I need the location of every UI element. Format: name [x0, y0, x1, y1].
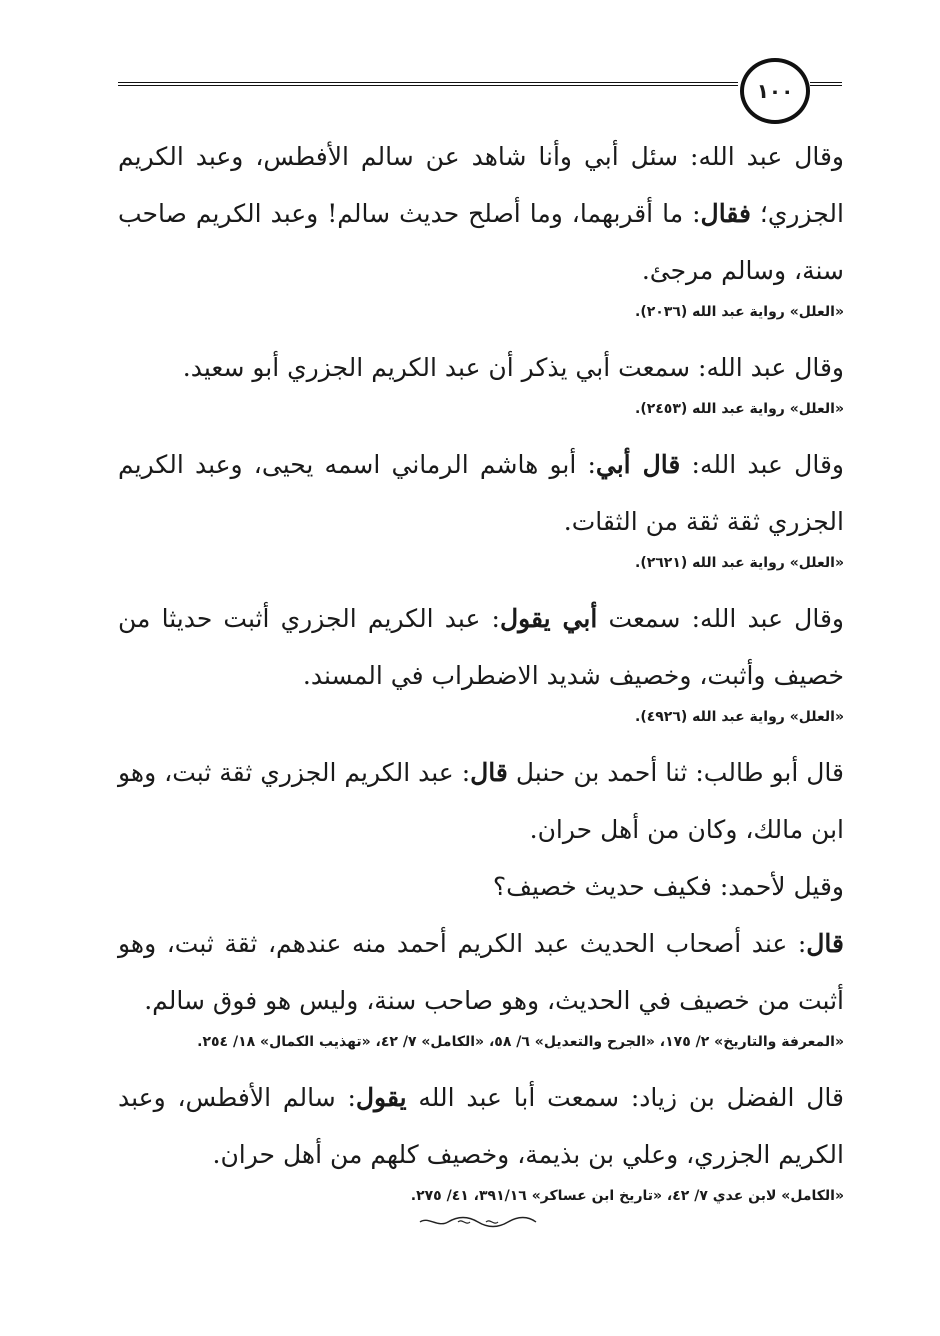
paragraph-text: : عبد الكريم الجزري أثبت حديثا من خصيف وأثبت، وخصيف شديد الاضطراب في المسند. — [118, 604, 844, 690]
paragraph-1 — [118, 128, 844, 299]
page-number: ١٠٠ — [756, 79, 794, 103]
paragraph-bold: فقال — [700, 199, 751, 228]
paragraph-2 — [118, 339, 844, 396]
paragraph-4 — [118, 590, 844, 704]
paragraph-7 — [118, 915, 844, 1029]
page-body — [118, 128, 844, 1223]
paragraph-text: وقيل لأحمد: فكيف حديث خصيف؟ — [492, 872, 844, 901]
end-ornament — [418, 1216, 538, 1231]
header-rule-left — [118, 82, 738, 86]
footnote-4: «العلل» رواية عبد الله (٤٩٢٦). — [635, 709, 844, 725]
paragraph-text: وقال عبد الله: سمعت أبي يذكر أن عبد الكريم الجزري أبو سعيد. — [182, 353, 844, 382]
ornament-flourish-icon — [418, 1216, 538, 1228]
paragraph-text: وقال عبد الله: سمعت — [597, 604, 844, 633]
footnote-2: «العلل» رواية عبد الله (٢٤٥٣). — [635, 401, 844, 417]
page-header — [118, 52, 842, 122]
paragraph-8 — [118, 1069, 844, 1183]
footnote-3: «العلل» رواية عبد الله (٢٦٢١). — [635, 555, 844, 571]
paragraph-text: : عبد الكريم الجزري ثقة ثبت، وهو ابن مالك، وكان من أهل حران. — [118, 758, 844, 844]
footnote-5: «المعرفة والتاريخ» ٢/ ١٧٥، «الجرح والتعديل» ٦/ ٥٨، «الكامل» ٧/ ٤٢، «تهذيب الكمال» ١٨/ ٢٥٤. — [197, 1034, 844, 1050]
paragraph-text: : عند أصحاب الحديث عبد الكريم أحمد منه عندهم، ثقة ثبت، وهو أثبت من خصيف في الحديث، وهو صاحب سنة، وليس هو فوق سالم. — [118, 929, 844, 1015]
paragraph-text: وقال عبد الله: — [680, 450, 844, 479]
footnote-6: «الكامل» لابن عدي ٧/ ٤٢، «تاريخ ابن عساكر» ٣٩١/١٦، ٤١/ ٢٧٥. — [410, 1188, 844, 1204]
paragraph-3 — [118, 436, 844, 550]
paragraph-5 — [118, 744, 844, 858]
paragraph-text: : ما أقربهما، وما أصلح حديث سالم! وعبد الكريم صاحب سنة، وسالم مرجئ. — [118, 199, 844, 285]
paragraph-text: وقال عبد الله: سئل أبي وأنا شاهد عن سالم الأفطس، وعبد الكريم الجزري؛ — [118, 142, 844, 228]
paragraph-bold: يقول — [355, 1083, 407, 1112]
paragraph-bold: قال — [806, 929, 844, 958]
paragraph-bold: أبي يقول — [499, 604, 598, 633]
paragraph-text: : سالم الأفطس، وعبد الكريم الجزري، وعلي بن بذيمة، وخصيف كلهم من أهل حران. — [118, 1083, 844, 1169]
footnote-1: «العلل» رواية عبد الله (٢٠٣٦). — [635, 304, 844, 320]
paragraph-text: : أبو هاشم الرماني اسمه يحيى، وعبد الكريم الجزري ثقة ثقة من الثقات. — [118, 450, 844, 536]
page-number-badge — [740, 58, 810, 124]
paragraph-6 — [118, 858, 844, 915]
header-rule-right — [810, 82, 842, 86]
paragraph-bold: قال أبي — [595, 450, 681, 479]
paragraph-text: قال الفضل بن زياد: سمعت أبا عبد الله — [406, 1083, 844, 1112]
paragraph-text: قال أبو طالب: ثنا أحمد بن حنبل — [507, 758, 845, 787]
paragraph-bold: قال — [470, 758, 508, 787]
